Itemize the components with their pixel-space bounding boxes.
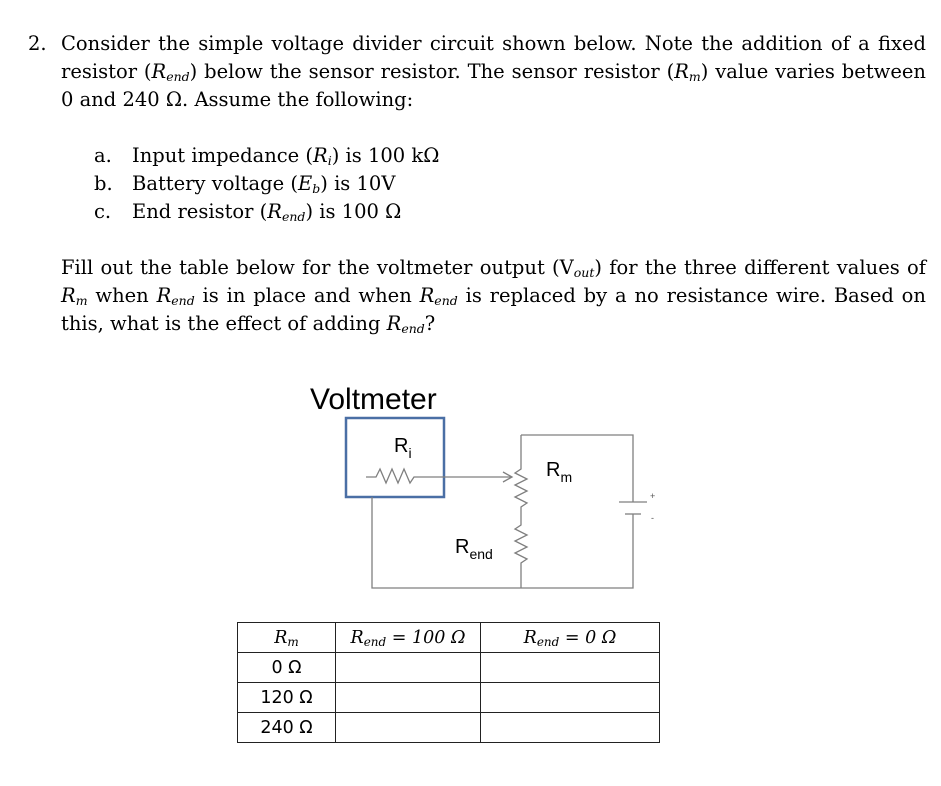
voltmeter-box <box>346 418 444 497</box>
assumption-item-a: a. Input impedance $(R_i)$ is 100 kΩ <box>94 144 440 168</box>
rm-value-cell: 240 Ω <box>238 713 336 743</box>
answer-cell-with-rend[interactable] <box>336 683 481 713</box>
header-rm: $R_m$ <box>238 623 336 653</box>
answer-cell-without-rend[interactable] <box>481 653 660 683</box>
circuit-diagram <box>290 375 680 605</box>
assumption-item-b: b. Battery voltage $(E_b)$ is 10V <box>94 172 396 196</box>
voltmeter-label: Voltmeter <box>310 383 437 416</box>
answer-cell-with-rend[interactable] <box>336 653 481 683</box>
table-row <box>238 683 660 713</box>
assumption-item-c: c. End resistor $(R_{end})$ is 100 Ω <box>94 200 402 224</box>
rm-value-cell: 120 Ω <box>238 683 336 713</box>
table-row <box>238 653 660 683</box>
assumption-list <box>94 142 439 226</box>
instruction-paragraph: Fill out the table below for the voltmeter output $(V_{out})$ for the three different values of $R_m$ when $R_{end}$ is in place and when $R_{end}$ is replaced by a no resistance wire. Based on this, what is the effect of adding $R_{end}$? <box>61 256 927 336</box>
rend-label: $R_{end}$ <box>455 536 493 562</box>
rm-value-cell: 0 Ω <box>238 653 336 683</box>
top-wire <box>521 435 633 493</box>
rend-resistor <box>515 515 527 588</box>
question-intro: Consider the simple voltage divider circuit shown below. Note the addition of a fixed resistor $(R_{end})$ below the sensor resistor. The sensor resistor $(R_m)$ value varies between 0 and 240 Ω. Assume the following: <box>61 32 926 111</box>
table-row <box>238 713 660 743</box>
header-rend-0: $R_{end} = 0$ Ω <box>481 623 660 653</box>
answer-cell-without-rend[interactable] <box>481 683 660 713</box>
bottom-loop-wire <box>372 497 633 588</box>
battery-minus-sign: - <box>651 513 654 523</box>
question-number: 2. <box>28 32 47 55</box>
answer-cell-without-rend[interactable] <box>481 713 660 743</box>
answer-table <box>237 622 660 743</box>
rm-label: $R_m$ <box>546 459 573 485</box>
header-rend-100: $R_{end} = 100$ Ω <box>336 623 481 653</box>
ri-resistor <box>366 469 426 483</box>
rm-resistor <box>515 465 527 515</box>
answer-cell-with-rend[interactable] <box>336 713 481 743</box>
ri-label: $R_i$ <box>394 435 412 461</box>
table-header-row <box>238 623 660 653</box>
battery-plus-sign: + <box>650 491 656 501</box>
